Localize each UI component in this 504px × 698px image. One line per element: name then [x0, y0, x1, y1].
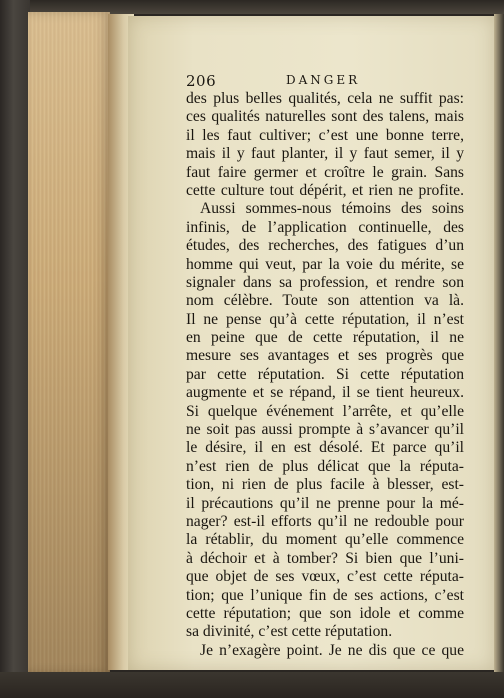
- text-line: nom célèbre. Toute son attention va là.: [186, 292, 464, 310]
- text-line: augmente et se répand, il se tient heureux.: [186, 384, 464, 402]
- page-block-shade: [28, 12, 110, 674]
- body-text: [186, 90, 464, 660]
- text-line: ces qualités naturelles sont des talens, mais: [186, 108, 464, 126]
- running-head: DANGER: [286, 73, 361, 87]
- text-line: nager? est-il efforts qu’il ne redouble pour: [186, 512, 464, 530]
- text-line: le désire, il en est désolé. Et parce qu’il: [186, 439, 464, 457]
- text-line: tion; que l’unique fin de ses actions, c’est: [186, 586, 464, 604]
- text-line: études, des recherches, des fatigues d’un: [186, 237, 464, 255]
- page-right-edge: [494, 14, 504, 674]
- catch-line: Je n’exagère point. Je ne dis que ce que: [200, 641, 464, 659]
- book-cover-left: [0, 0, 30, 698]
- text-line: il les faut cultiver; c’est une bonne terre,: [186, 126, 464, 144]
- text-line: n’est rien de plus délicat que la réputa-: [186, 457, 464, 475]
- text-line: homme qui veut, par la voie du mérite, se: [186, 255, 464, 273]
- text-line: des plus belles qualités, cela ne suffit pas:: [186, 90, 464, 107]
- text-line: il précautions qu’il ne prenne pour la mé-: [186, 494, 464, 512]
- text-line: tion, ni rien de plus facile à blesser, est-: [186, 476, 464, 494]
- text-line: signaler dans sa profession, et rendre son: [186, 273, 464, 291]
- text-line: mais il y faut planter, il y faut semer, il y: [186, 145, 464, 163]
- text-line: ne soit pas aussi prompte à s’avancer qu’il: [186, 421, 464, 439]
- text-line: cette réputation; que son idole et comme: [186, 604, 464, 622]
- text-line: que objet de ses vœux, c’est cette réputa-: [186, 568, 464, 586]
- text-line: à déchoir et à tomber? Si bien que l’uni-: [186, 549, 464, 567]
- text-line: Aussi sommes-nous témoins des soins: [200, 200, 464, 218]
- text-line: cette culture tout dépérit, et rien ne profite.: [186, 181, 464, 199]
- text-line: Il ne pense qu’à cette réputation, il n’est: [186, 310, 464, 328]
- text-line: faut faire germer et croître le grain. Sans: [186, 163, 464, 181]
- text-line: en peine que de cette réputation, il ne: [186, 329, 464, 347]
- book-cover-bottom: [0, 672, 504, 698]
- text-line: infinis, de l’application continuelle, des: [186, 218, 464, 236]
- page-header: [186, 72, 466, 92]
- text-line: la rétablir, du moment qu’elle commence: [186, 531, 464, 549]
- text-line: Si quelque événement l’arrête, et qu’elle: [186, 402, 464, 420]
- page-number: 206: [186, 72, 217, 90]
- text-line: par cette réputation. Si cette réputation: [186, 365, 464, 383]
- text-line: sa divinité, c’est cette réputation.: [186, 623, 393, 641]
- text-line: mesure ses avantages et ses progrès que: [186, 347, 464, 365]
